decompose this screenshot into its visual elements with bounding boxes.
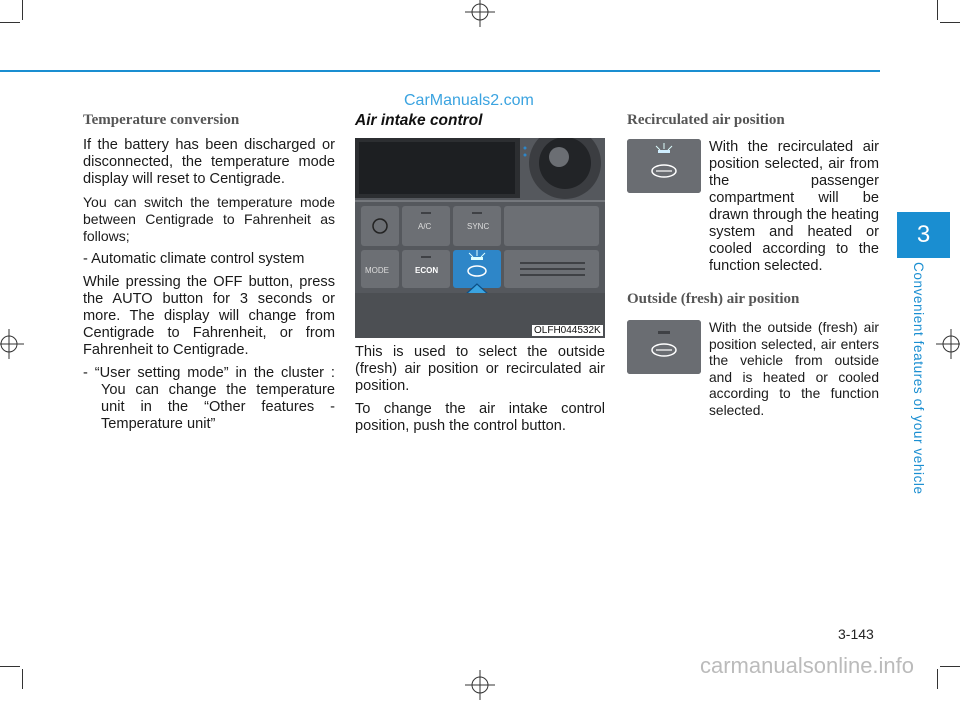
heading-air-intake-control: Air intake control	[355, 112, 483, 129]
section-title-text: Convenient features of your vehicle	[911, 262, 926, 495]
paragraph: You can switch the temperature mode between Centigrade to Fahrenheit as follows;	[83, 194, 335, 244]
paragraph: While pressing the OFF button, press the AUTO button for 3 seconds or more. The display will change from Centigrade to Fahrenheit, or from Fahrenheit to Centigrade.	[83, 274, 335, 358]
crop-mark	[0, 666, 20, 667]
ac-label: A/C	[418, 222, 432, 231]
crop-mark	[22, 0, 23, 20]
figure-caption: OLFH044532K	[534, 325, 601, 336]
list-item: - Automatic climate control system	[83, 251, 305, 267]
mode-label: MODE	[365, 266, 389, 275]
crop-mark	[0, 22, 20, 23]
section-number-tab: 3	[897, 212, 950, 258]
watermark: CarManuals2.com	[404, 92, 534, 109]
crop-mark	[937, 0, 938, 20]
control-panel-photo	[355, 138, 605, 338]
heading-recirculated: Recirculated air position	[627, 112, 785, 128]
heading-outside-fresh: Outside (fresh) air position	[627, 291, 800, 307]
page-number: 3-143	[838, 626, 874, 642]
registration-mark-icon	[936, 329, 960, 359]
column-air-intake-text	[355, 344, 605, 441]
crop-mark	[940, 22, 960, 23]
crop-mark	[22, 669, 23, 689]
sync-label: SYNC	[467, 222, 490, 231]
section-title	[908, 262, 928, 495]
fresh-air-button-image	[627, 320, 701, 374]
registration-mark-icon	[465, 670, 495, 700]
crop-mark	[937, 669, 938, 689]
heading-temperature-conversion: Temperature conversion	[83, 112, 240, 128]
econ-label: ECON	[415, 266, 439, 275]
paragraph: With the outside (fresh) air position selected, air enters the vehicle from outside and is heated or cooled according to the function selected.	[709, 320, 879, 418]
paragraph: This is used to select the outside (fresh) air position or recirculated air position.	[355, 344, 605, 394]
paragraph: To change the air intake control position, push the control button.	[355, 401, 605, 434]
column-temperature	[83, 112, 335, 439]
recirculated-button-image	[627, 139, 701, 193]
header-rule	[0, 70, 880, 72]
fresh-text-block	[709, 320, 879, 425]
crop-mark	[940, 666, 960, 667]
column-air-positions	[627, 112, 879, 137]
paragraph: If the battery has been discharged or disconnected, the temperature mode display will reset to Centigrade.	[83, 137, 335, 187]
recirculated-text-block	[709, 139, 879, 281]
footer-watermark: carmanualsonline.info	[700, 653, 915, 678]
registration-mark-icon	[0, 329, 24, 359]
registration-mark-icon	[465, 0, 495, 27]
column-air-intake	[355, 112, 605, 139]
column-fresh	[627, 291, 879, 316]
list-item: - “User setting mode” in the cluster : You can change the temperature unit in the “Other features - Temperature unit”	[83, 365, 335, 432]
paragraph: With the recirculated air position selected, air from the passenger compartment will be drawn through the heating system and heated or cooled according to the function selected.	[709, 139, 879, 274]
